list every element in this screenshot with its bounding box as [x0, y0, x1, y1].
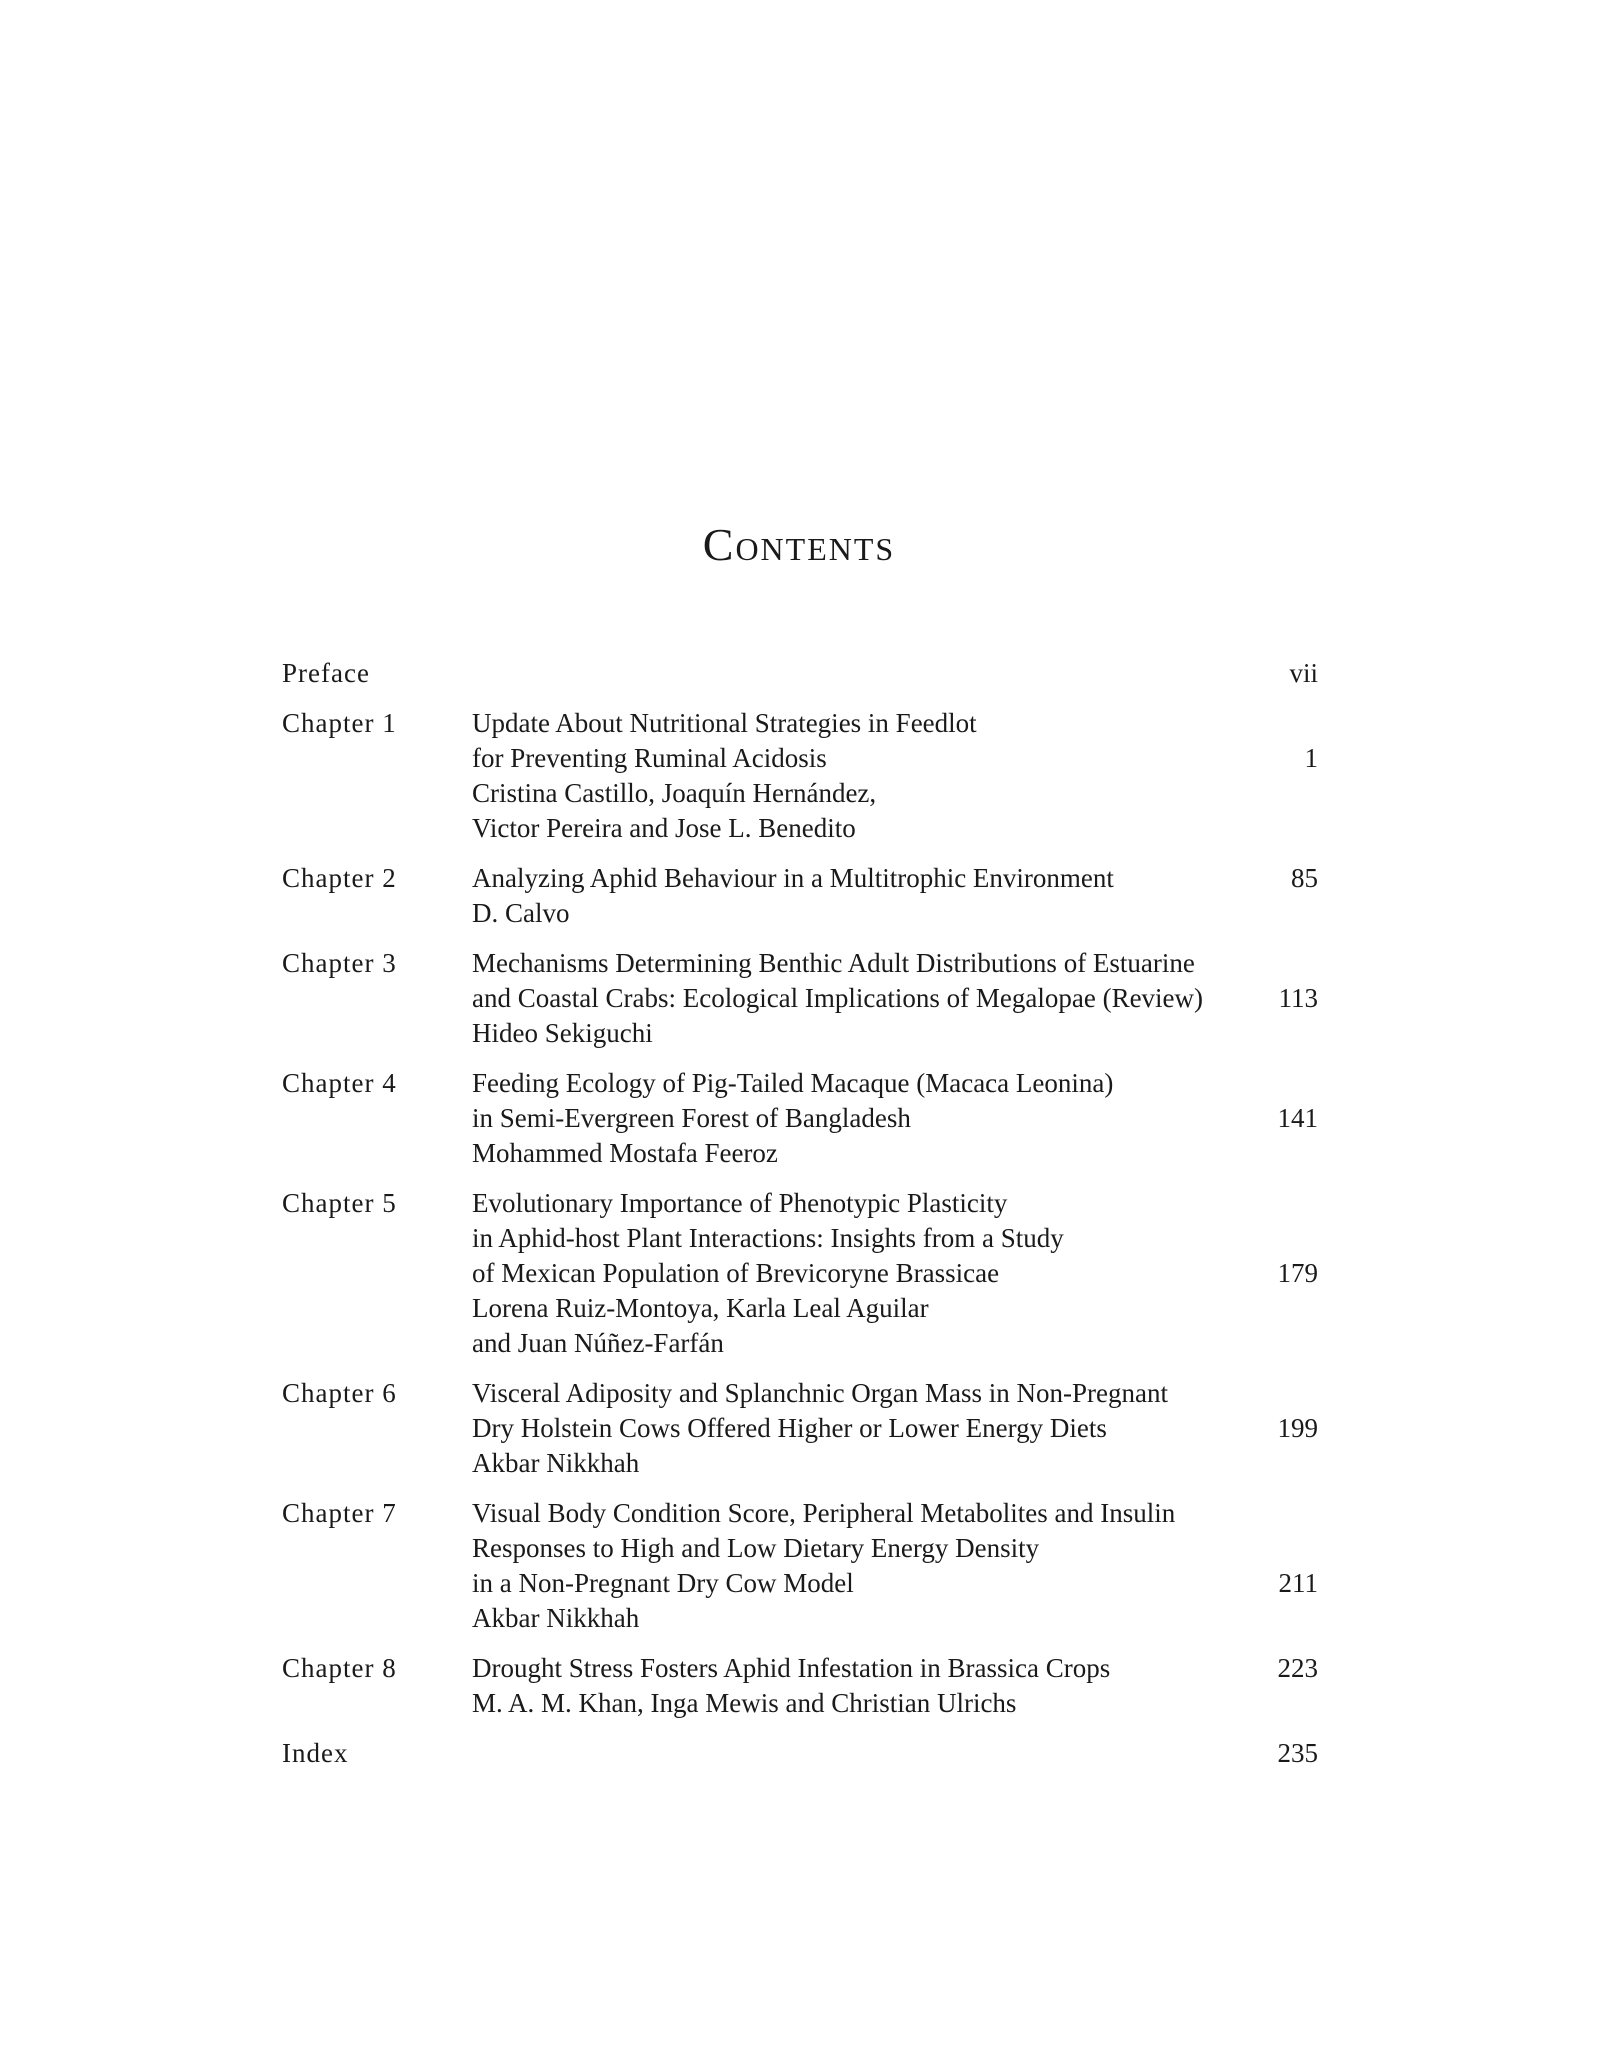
chapter-title-text: Mechanisms Determining Benthic Adult Distributions of Estuarine	[472, 948, 1195, 978]
chapter-page-number: 211	[1278, 1568, 1318, 1598]
chapter-title-text: Evolutionary Importance of Phenotypic Plasticity	[472, 1188, 1008, 1218]
chapter-line-text: Dry Holstein Cows Offered Higher or Lower Energy Diets	[472, 1413, 1107, 1443]
toc-entry-chapter[interactable]	[282, 1066, 1318, 1171]
chapter-line	[472, 776, 1318, 811]
chapter-page-number: 85	[1291, 863, 1318, 893]
chapter-line	[472, 896, 1318, 931]
chapter-line-text: in a Non-Pregnant Dry Cow Model	[472, 1568, 854, 1598]
chapter-line	[472, 1221, 1318, 1256]
chapter-line	[472, 1446, 1318, 1481]
chapter-line-text: Mohammed Mostafa Feeroz	[472, 1138, 778, 1168]
chapter-details	[472, 1651, 1318, 1721]
chapter-page-number: 113	[1278, 983, 1318, 1013]
toc-label-index: Index	[282, 1738, 349, 1768]
chapter-line	[472, 981, 1318, 1016]
chapter-details	[472, 1186, 1318, 1361]
chapter-label: Chapter 1	[282, 708, 397, 738]
chapter-line-text: Hideo Sekiguchi	[472, 1018, 653, 1048]
table-of-contents	[282, 656, 1318, 1771]
chapter-line	[472, 1256, 1318, 1291]
chapter-line	[472, 946, 1318, 981]
chapter-page-number: 179	[1277, 1258, 1318, 1288]
chapter-line	[472, 1291, 1318, 1326]
chapter-details	[472, 1496, 1318, 1636]
chapter-page-number: 199	[1277, 1413, 1318, 1443]
chapter-label: Chapter 4	[282, 1068, 397, 1098]
chapter-line-text: D. Calvo	[472, 898, 570, 928]
chapter-line-text: Lorena Ruiz-Montoya, Karla Leal Aguilar	[472, 1293, 929, 1323]
chapter-details	[472, 946, 1318, 1051]
toc-label-preface: Preface	[282, 658, 370, 688]
chapter-title-text: Analyzing Aphid Behaviour in a Multitrophic Environment	[472, 863, 1114, 893]
chapter-line	[472, 1101, 1318, 1136]
chapter-line-text: for Preventing Ruminal Acidosis	[472, 743, 827, 773]
chapter-details	[472, 706, 1318, 846]
chapter-line-text: and Juan Núñez-Farfán	[472, 1328, 724, 1358]
chapter-line	[472, 1411, 1318, 1446]
page-title: Contents	[702, 519, 896, 570]
chapter-line	[472, 1601, 1318, 1636]
chapter-line	[472, 741, 1318, 776]
toc-entry-preface[interactable]	[282, 656, 1318, 691]
chapter-details	[472, 1066, 1318, 1171]
toc-entry-chapter[interactable]	[282, 1496, 1318, 1636]
chapter-line-text: in Semi-Evergreen Forest of Bangladesh	[472, 1103, 911, 1133]
toc-page-index: 235	[1277, 1738, 1318, 1768]
chapter-line	[472, 1566, 1318, 1601]
chapter-details	[472, 1376, 1318, 1481]
chapter-line	[472, 861, 1318, 896]
chapter-label: Chapter 2	[282, 863, 397, 893]
chapter-label: Chapter 3	[282, 948, 397, 978]
chapter-title-text: Feeding Ecology of Pig-Tailed Macaque (Macaca Leonina)	[472, 1068, 1114, 1098]
chapter-line	[472, 811, 1318, 846]
toc-entry-chapter[interactable]	[282, 1186, 1318, 1361]
toc-entry-chapter[interactable]	[282, 706, 1318, 846]
chapter-line	[472, 1376, 1318, 1411]
chapter-list	[282, 706, 1318, 1721]
chapter-line-text: Akbar Nikkhah	[472, 1603, 640, 1633]
chapter-line	[472, 1326, 1318, 1361]
chapter-line-text: Akbar Nikkhah	[472, 1448, 640, 1478]
chapter-line	[472, 1686, 1318, 1721]
chapter-label: Chapter 6	[282, 1378, 397, 1408]
chapter-title-text: Drought Stress Fosters Aphid Infestation in Brassica Crops	[472, 1653, 1111, 1683]
chapter-line	[472, 706, 1318, 741]
chapter-line-text: Victor Pereira and Jose L. Benedito	[472, 813, 856, 843]
chapter-title-text: Update About Nutritional Strategies in Feedlot	[472, 708, 977, 738]
chapter-line	[472, 1066, 1318, 1101]
chapter-line-text: of Mexican Population of Brevicoryne Brassicae	[472, 1258, 1000, 1288]
chapter-label: Chapter 7	[282, 1498, 397, 1528]
chapter-line-text: Cristina Castillo, Joaquín Hernández,	[472, 778, 877, 808]
toc-entry-chapter[interactable]	[282, 1376, 1318, 1481]
chapter-page-number: 1	[1304, 743, 1318, 773]
toc-entry-index[interactable]	[282, 1736, 1318, 1771]
chapter-line	[472, 1531, 1318, 1566]
chapter-line	[472, 1016, 1318, 1051]
toc-entry-chapter[interactable]	[282, 946, 1318, 1051]
chapter-title-text: Visual Body Condition Score, Peripheral Metabolites and Insulin	[472, 1498, 1176, 1528]
toc-page-preface: vii	[1289, 658, 1318, 688]
chapter-line-text: in Aphid-host Plant Interactions: Insights from a Study	[472, 1223, 1064, 1253]
chapter-line	[472, 1651, 1318, 1686]
chapter-page-number: 223	[1277, 1653, 1318, 1683]
chapter-page-number: 141	[1277, 1103, 1318, 1133]
toc-entry-chapter[interactable]	[282, 1651, 1318, 1721]
chapter-line	[472, 1496, 1318, 1531]
chapter-label: Chapter 8	[282, 1653, 397, 1683]
chapter-line-text: Responses to High and Low Dietary Energy Density	[472, 1533, 1040, 1563]
chapter-line	[472, 1186, 1318, 1221]
chapter-title-text: Visceral Adiposity and Splanchnic Organ Mass in Non-Pregnant	[472, 1378, 1169, 1408]
chapter-line-text: and Coastal Crabs: Ecological Implications of Megalopae (Review)	[472, 983, 1204, 1013]
toc-entry-chapter[interactable]	[282, 861, 1318, 931]
chapter-line	[472, 1136, 1318, 1171]
chapter-label: Chapter 5	[282, 1188, 397, 1218]
chapter-line-text: M. A. M. Khan, Inga Mewis and Christian Ulrichs	[472, 1688, 1017, 1718]
chapter-details	[472, 861, 1318, 931]
